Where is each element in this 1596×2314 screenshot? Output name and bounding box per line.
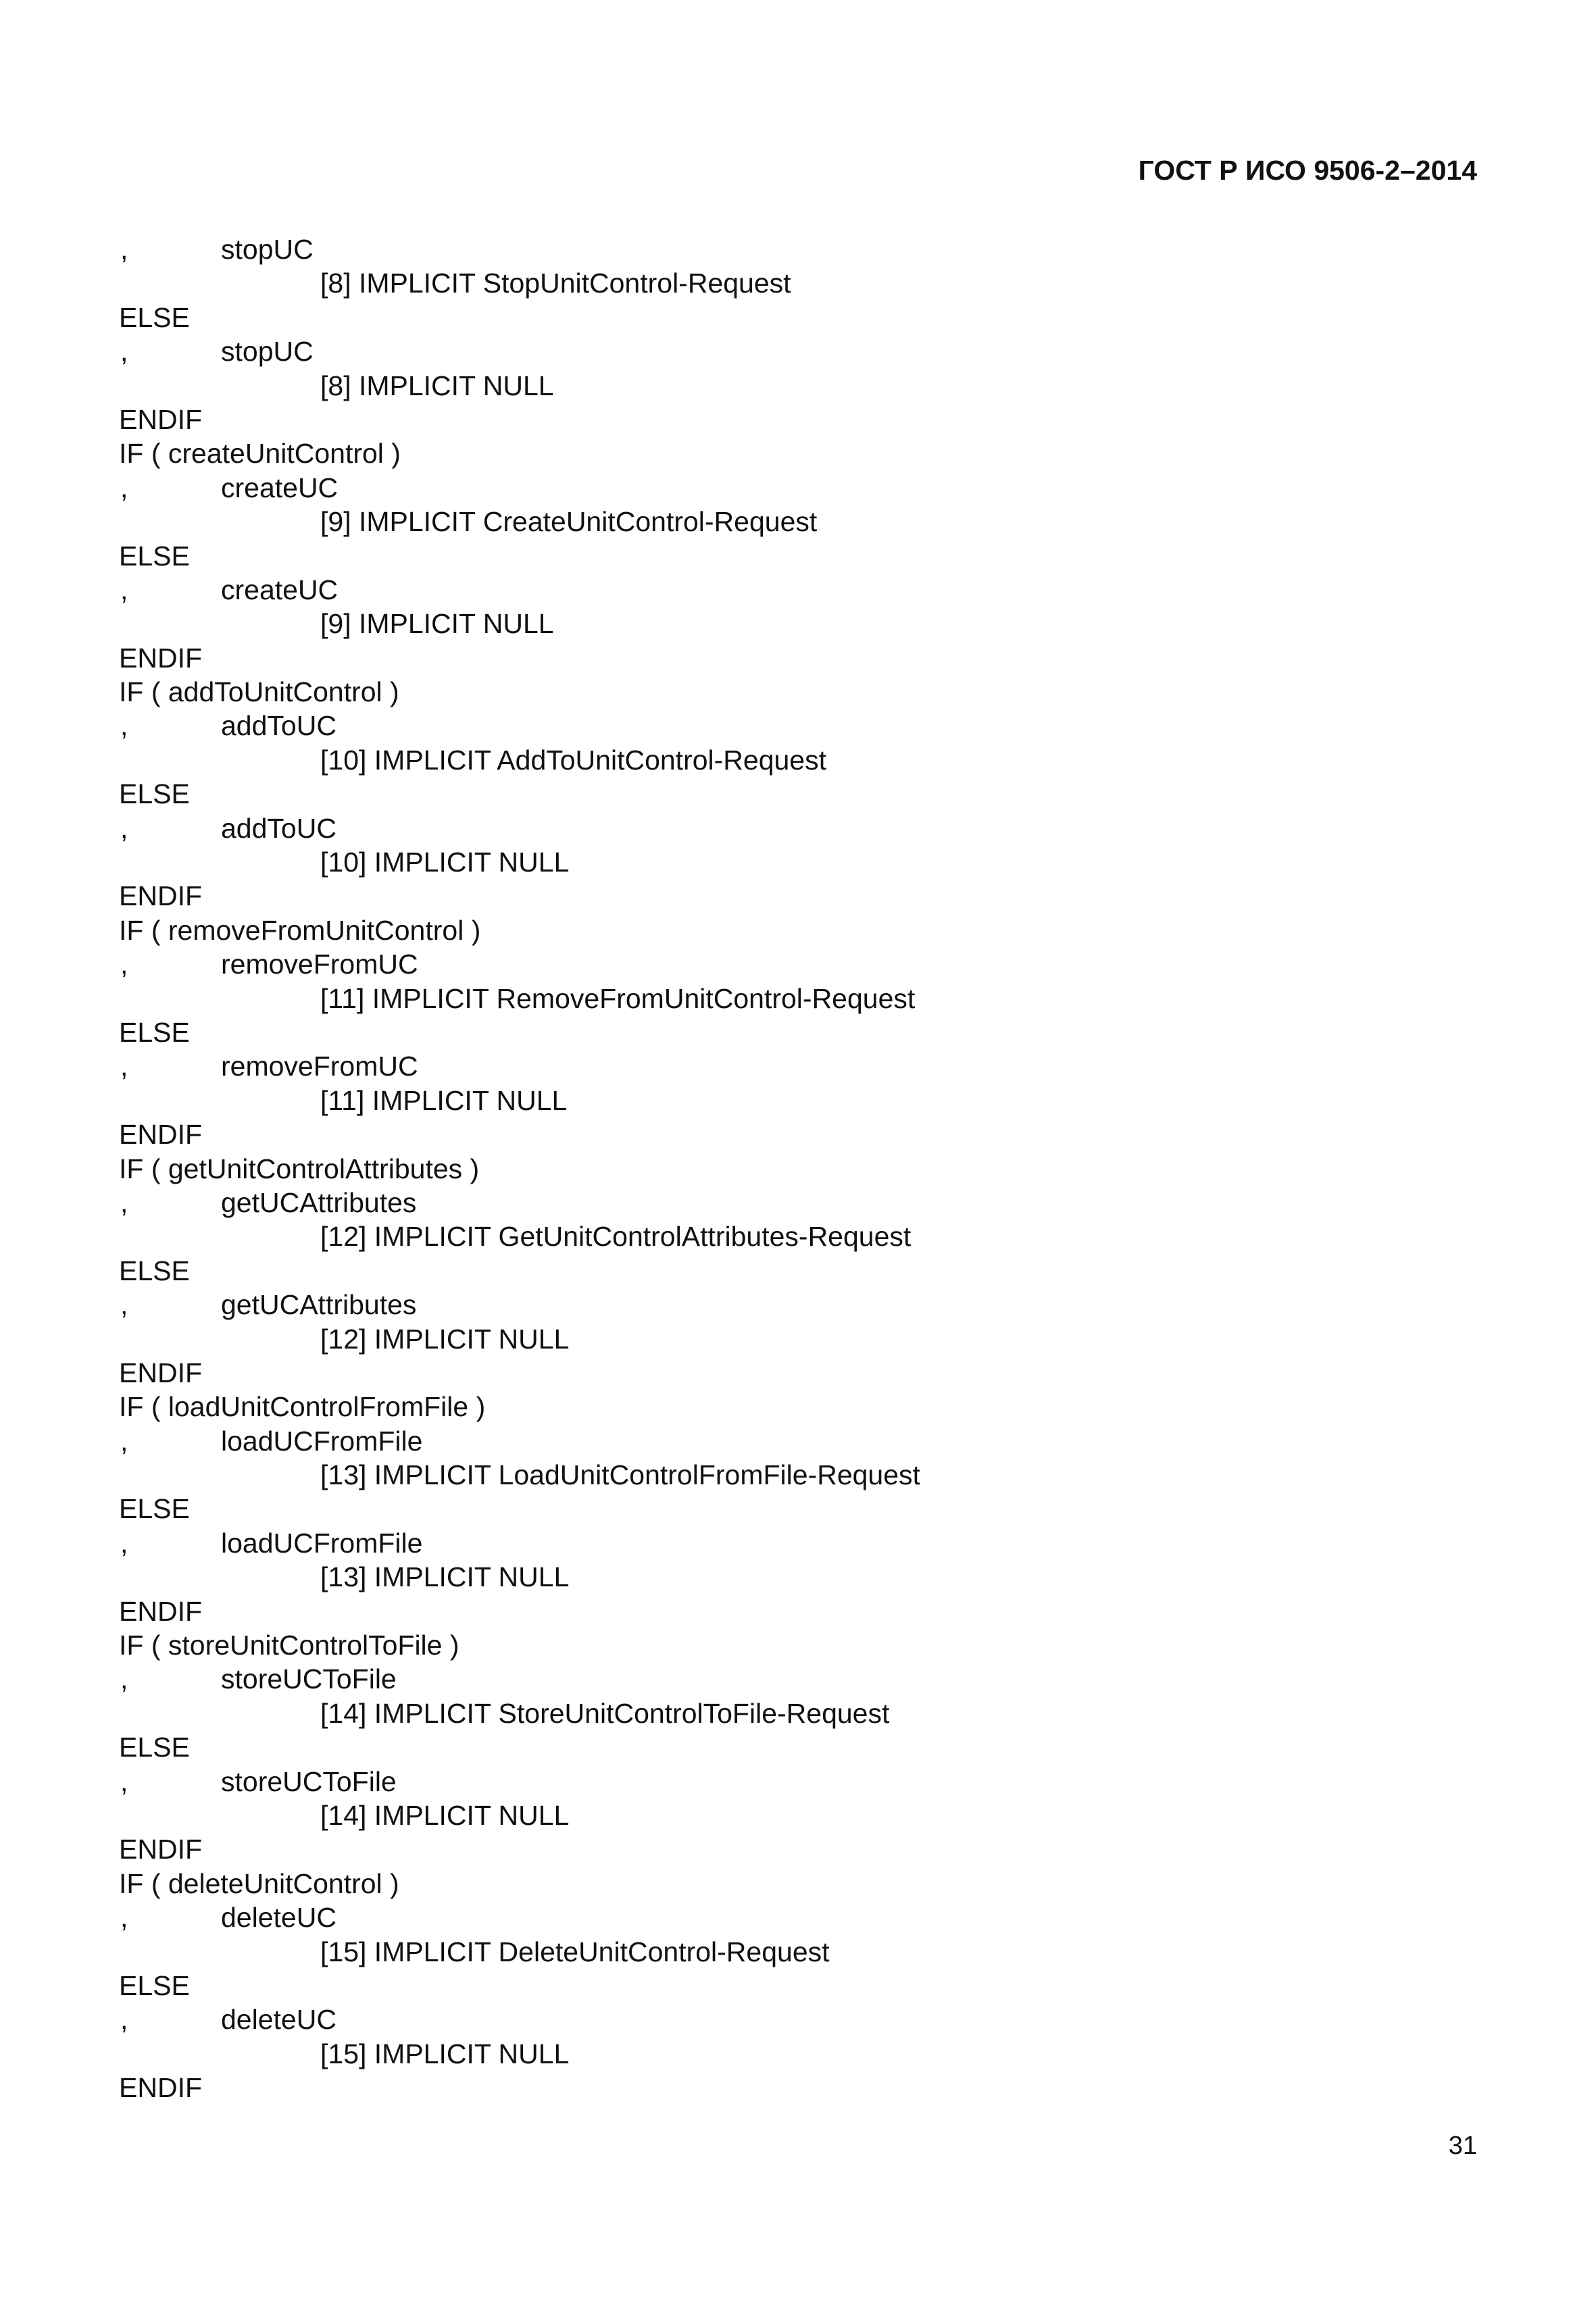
code-line [119,539,1477,573]
code-line-text: [13] IMPLICIT LoadUnitControlFromFile-Request [320,1459,920,1491]
code-line-text: removeFromUC [221,949,418,980]
code-line [119,2003,1477,2036]
code-line [119,1765,1477,1799]
line-separator-comma: , [120,1051,128,1082]
code-line [119,879,1477,913]
code-line-text: [12] IMPLICIT NULL [320,1323,570,1355]
code-line-text: IF ( addToUnitControl ) [119,676,399,708]
code-line-text: IF ( getUnitControlAttributes ) [119,1153,480,1184]
code-line [119,607,1477,640]
code-line [119,1288,1477,1322]
code-line [119,1492,1477,1526]
code-line-text: [8] IMPLICIT StopUnitControl-Request [320,268,791,299]
code-line-text: ENDIF [119,642,202,674]
code-line [119,982,1477,1015]
code-line-text: ENDIF [119,880,202,912]
line-separator-comma: , [120,1765,128,1797]
page-number: 31 [1448,2132,1477,2160]
code-line-text: [10] IMPLICIT AddToUnitControl-Request [320,744,826,776]
code-line-text: [12] IMPLICIT GetUnitControlAttributes-Request [320,1221,912,1253]
line-separator-comma: , [120,1527,128,1559]
code-line-text: [14] IMPLICIT StoreUnitControlToFile-Request [320,1697,890,1729]
code-line-text: getUCAttributes [221,1186,417,1218]
code-line-text: createUC [221,574,339,605]
code-line [119,1084,1477,1117]
code-line-text: deleteUC [221,2004,336,2036]
code-line-text: IF ( deleteUnitControl ) [119,1867,399,1899]
code-line-text: ELSE [119,301,190,333]
code-line-text: ELSE [119,1493,190,1525]
code-line [119,913,1477,947]
code-line-text: ELSE [119,778,190,810]
code-line-text: addToUC [221,710,336,742]
code-line [119,1049,1477,1083]
code-line [119,1152,1477,1186]
line-separator-comma: , [120,336,128,368]
code-line-text: IF ( removeFromUnitControl ) [119,914,481,946]
code-line [119,675,1477,709]
code-line [119,334,1477,368]
code-line-text: [15] IMPLICIT DeleteUnitControl-Request [320,1936,830,1967]
code-line-text: storeUCToFile [221,1765,397,1797]
code-line-text: [10] IMPLICIT NULL [320,847,570,878]
code-line [119,505,1477,538]
code-line-text: loadUCFromFile [221,1425,423,1457]
code-line-text: addToUC [221,812,336,844]
code-line [119,403,1477,436]
code-line-text: ELSE [119,1732,190,1763]
code-line-text: removeFromUC [221,1051,418,1082]
code-line [119,232,1477,266]
code-line-text: ENDIF [119,1834,202,1865]
asn1-code-listing [119,232,1477,2105]
line-separator-comma: , [120,949,128,980]
code-line-text: createUC [221,472,339,503]
code-line-text: ENDIF [119,1595,202,1627]
code-line-text: getUCAttributes [221,1289,417,1321]
code-line-text: [14] IMPLICIT NULL [320,1799,570,1831]
code-line [119,1186,1477,1219]
code-line [119,1254,1477,1288]
code-line-text: IF ( createUnitControl ) [119,438,401,470]
code-line [119,777,1477,811]
code-line-text: [9] IMPLICIT NULL [320,608,554,640]
line-separator-comma: , [120,1186,128,1218]
code-line [119,1901,1477,1934]
code-line [119,845,1477,879]
code-line [119,1628,1477,1662]
code-line-text: stopUC [221,234,314,265]
code-line [119,1594,1477,1628]
line-separator-comma: , [120,2004,128,2036]
code-line [119,2071,1477,2105]
code-line [119,1526,1477,1560]
code-line [119,266,1477,300]
code-line-text: ENDIF [119,2072,202,2104]
code-line [119,1662,1477,1696]
code-line-text: [15] IMPLICIT NULL [320,2038,570,2069]
code-line [119,1867,1477,1901]
line-separator-comma: , [120,1289,128,1321]
line-separator-comma: , [120,710,128,742]
code-line [119,947,1477,981]
code-line [119,1322,1477,1356]
code-line [119,1696,1477,1730]
line-separator-comma: , [120,1902,128,1934]
code-line-text: [8] IMPLICIT NULL [320,370,554,401]
line-separator-comma: , [120,472,128,503]
code-line-text: loadUCFromFile [221,1527,423,1559]
code-line-text: IF ( loadUnitControlFromFile ) [119,1391,486,1423]
code-line [119,641,1477,675]
code-line [119,573,1477,607]
page-header-standard-id: ГОСТ Р ИСО 9506-2–2014 [1138,155,1477,186]
code-line [119,709,1477,743]
line-separator-comma: , [120,234,128,265]
code-line [119,1015,1477,1049]
code-line-text: stopUC [221,336,314,368]
line-separator-comma: , [120,1425,128,1457]
code-line-text: IF ( storeUnitControlToFile ) [119,1630,459,1661]
code-line-text: ELSE [119,540,190,572]
code-line [119,1117,1477,1151]
code-line [119,1730,1477,1764]
code-line [119,1560,1477,1594]
code-line [119,2037,1477,2071]
code-line [119,1219,1477,1253]
line-separator-comma: , [120,812,128,844]
code-line [119,369,1477,403]
code-line-text: [13] IMPLICIT NULL [320,1561,570,1593]
code-line-text: ELSE [119,1016,190,1048]
code-line [119,1799,1477,1832]
code-line-text: ELSE [119,1255,190,1286]
code-line-text: ENDIF [119,1119,202,1151]
code-line [119,743,1477,777]
code-line [119,436,1477,470]
line-separator-comma: , [120,1663,128,1695]
code-line [119,1424,1477,1458]
code-line [119,301,1477,334]
code-line [119,1832,1477,1866]
code-line-text: [11] IMPLICIT RemoveFromUnitControl-Request [320,982,916,1014]
code-line-text: [11] IMPLICIT NULL [320,1084,568,1116]
code-line [119,811,1477,845]
code-line-text: storeUCToFile [221,1663,397,1695]
code-line [119,471,1477,505]
code-line-text: deleteUC [221,1902,336,1934]
code-line [119,1390,1477,1424]
code-line-text: ELSE [119,1969,190,2001]
code-line-text: [9] IMPLICIT CreateUnitControl-Request [320,506,818,538]
code-line [119,1935,1477,1969]
code-line [119,1458,1477,1492]
code-line [119,1969,1477,2003]
code-line-text: ENDIF [119,403,202,435]
code-line [119,1356,1477,1390]
code-line-text: ENDIF [119,1357,202,1388]
line-separator-comma: , [120,574,128,605]
